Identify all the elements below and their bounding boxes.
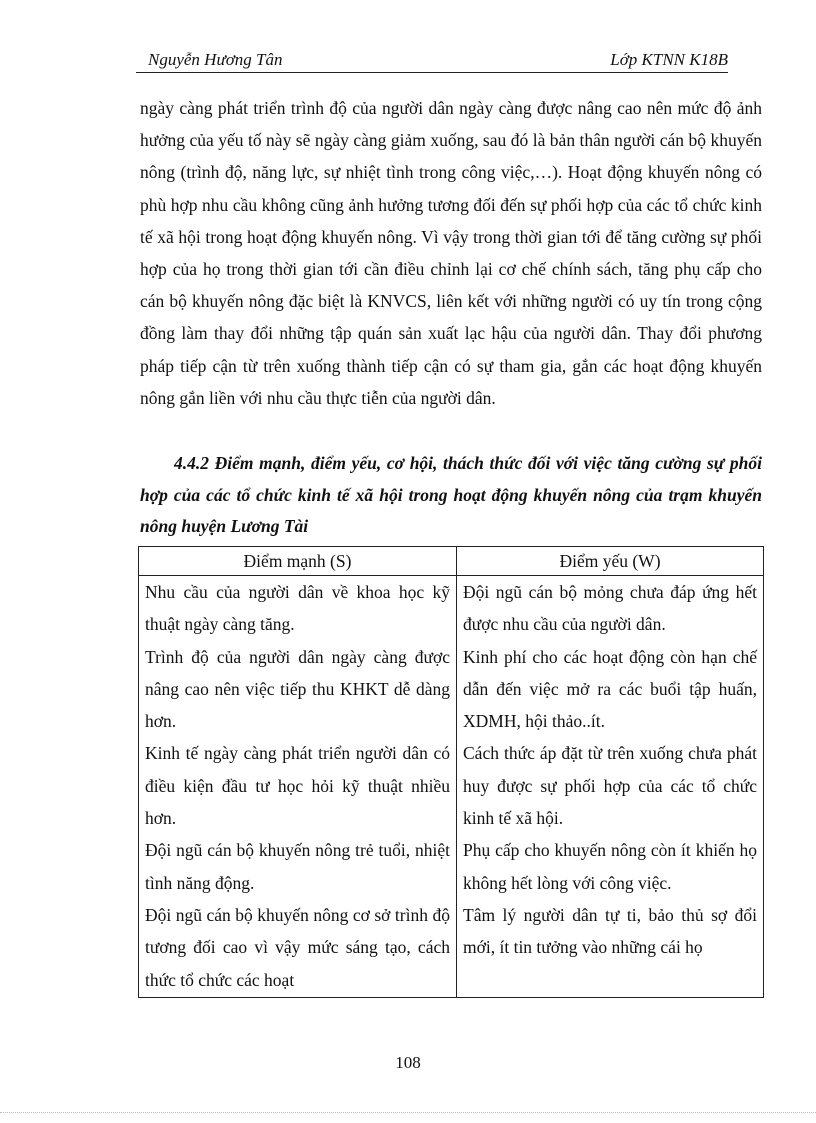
section-title: 4.4.2 Điểm mạnh, điểm yếu, cơ hội, thách thức đối với việc tăng cường sự phối hợp của các tổ chức kinh tế xã hội trong hoạt động khuyến nông của trạm khuyến nông huyện Lương Tài — [140, 453, 762, 536]
strength-item: Đội ngũ cán bộ khuyến nông trẻ tuổi, nhiệt tình năng động. — [145, 840, 450, 893]
header-author: Nguyễn Hương Tân — [148, 50, 283, 69]
weakness-item: Kinh phí cho các hoạt động còn hạn chế dẫn đến việc mở ra các buổi tập huấn, XDMH, hội thảo..ít. — [463, 646, 757, 732]
page-number: 108 — [395, 1053, 421, 1072]
strengths-header: Điểm mạnh (S) — [139, 547, 457, 576]
weakness-item: Phụ cấp cho khuyến nông còn ít khiến họ không hết lòng với công việc. — [463, 840, 757, 893]
strength-item: Kinh tế ngày càng phát triển người dân có điều kiện đầu tư học hỏi kỹ thuật nhiều hơn. — [145, 743, 450, 829]
strengths-cell — [139, 576, 457, 998]
weakness-item: Tâm lý người dân tự ti, bảo thủ sợ đổi mới, ít tin tưởng vào những cái họ — [463, 904, 757, 958]
swot-table — [138, 546, 764, 998]
table-header-row — [139, 547, 764, 576]
weaknesses-header: Điểm yếu (W) — [457, 547, 764, 576]
weakness-item: Cách thức áp đặt từ trên xuống chưa phát huy được sự phối hợp của các tổ chức kinh tế xã hội. — [463, 743, 757, 829]
page-bottom-divider — [0, 1112, 816, 1113]
strength-item: Đội ngũ cán bộ khuyến nông cơ sở trình độ tương đối cao vì vậy mức sáng tạo, cách thức tổ chức các hoạt — [145, 904, 450, 990]
strength-item: Nhu cầu của người dân về khoa học kỹ thuật ngày càng tăng. — [145, 582, 450, 635]
weaknesses-cell — [457, 576, 764, 998]
strength-item: Trình độ của người dân ngày càng được nâng cao nên việc tiếp thu KHKT dễ dàng hơn. — [145, 646, 450, 732]
page-header — [136, 50, 728, 73]
header-class-name: Lớp KTNN K18B — [610, 50, 728, 69]
weakness-item: Đội ngũ cán bộ mỏng chưa đáp ứng hết được nhu cầu của người dân. — [463, 582, 757, 635]
table-row — [139, 576, 764, 998]
body-paragraph: ngày càng phát triển trình độ của người dân ngày càng được nâng cao nên mức độ ảnh hưởng của yếu tố này sẽ ngày càng giảm xuống, sau đó là bản thân người cán bộ khuyến nông (trình độ, năng lực, sự nhiệt tình trong công việc,…). Hoạt động khuyến nông có phù hợp nhu cầu không cũng ảnh hưởng tương đối đến sự phối hợp của các tổ chức kinh tế xã hội trong hoạt động khuyến nông. Vì vậy trong thời gian tới để tăng cường sự phối hợp của họ trong thời gian tới cần điều chỉnh lại cơ chế chính sách, tăng phụ cấp cho cán bộ khuyến nông đặc biệt là KNVCS, liên kết với những người có uy tín trong cộng đồng làm thay đổi những tập quán sản xuất lạc hậu của người dân. Thay đổi phương pháp tiếp cận từ trên xuống thành tiếp cận có sự tham gia, gắn các hoạt động khuyến nông gắn liền với nhu cầu thực tiễn của người dân. — [140, 98, 762, 408]
